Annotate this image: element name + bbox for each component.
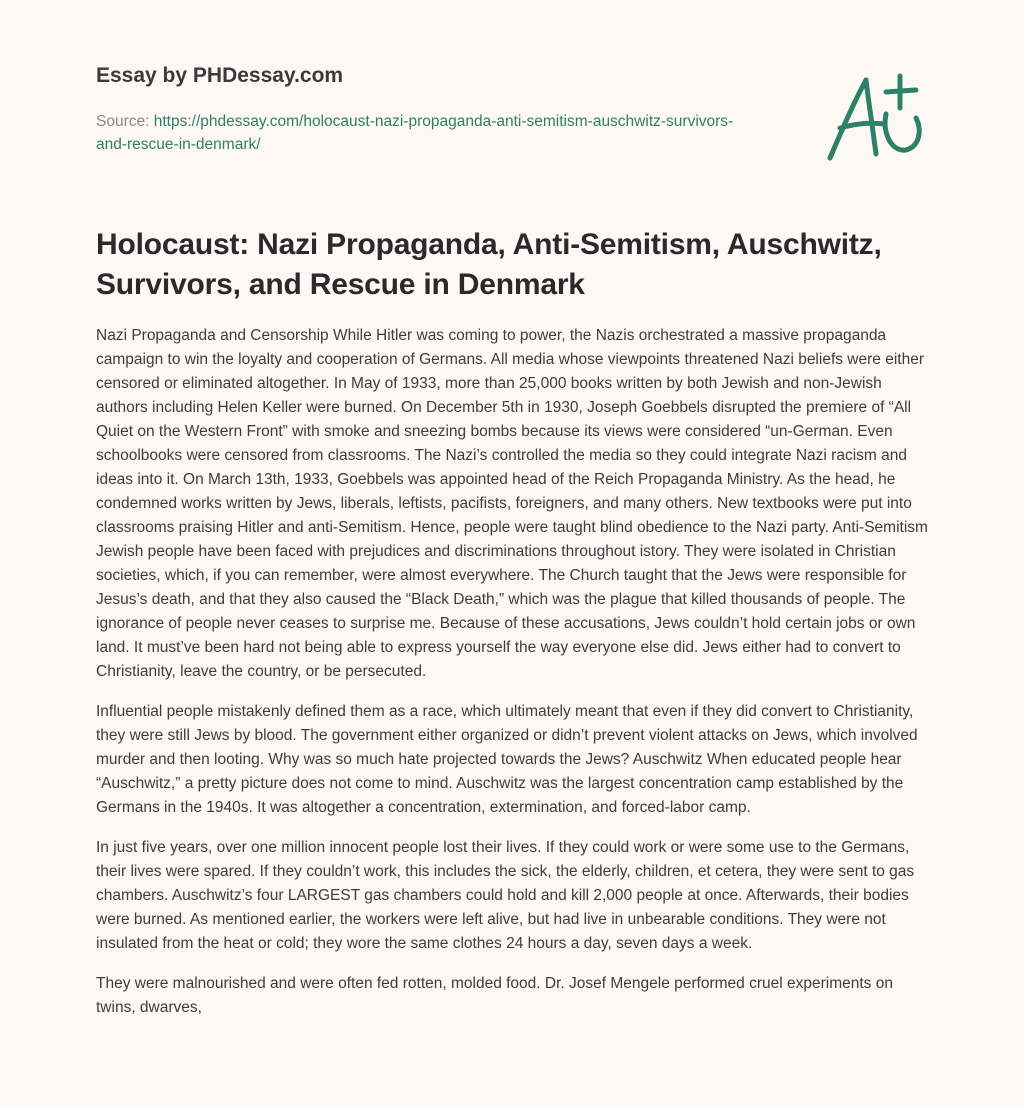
- article-paragraph: Influential people mistakenly defined them as a race, which ultimately meant that even if they did convert to Christianity, they were still Jews by blood. The government either organized or didn’t prevent violent attacks on Jews, which involved murder and then looting. Why was so much hate projected towards the Jews? Auschwitz When educated people hear “Auschwitz,” a pretty picture does not come to mind. Auschwitz was the largest concentration camp established by the Germans in the 1940s. It was altogether a concentration, extermination, and forced-labor camp.: [96, 703, 918, 816]
- site-brand: Essay by PHDessay.com: [96, 64, 344, 87]
- source-link[interactable]: https://phdessay.com/holocaust-nazi-propaganda-anti-semitism-auschwitz-survivors-and-rescue-in-denmark/: [96, 113, 734, 153]
- article-paragraph: Nazi Propaganda and Censorship While Hitler was coming to power, the Nazis orchestrated a massive propaganda campaign to win the loyalty and cooperation of Germans. All media whose viewpoints threatened Nazi beliefs were either censored or eliminated altogether. In May of 1933, more than 25,000 books written by both Jewish and non-Jewish authors including Helen Keller were burned. On December 5th in 1930, Joseph Goebbels disrupted the premiere of “All Quiet on the Western Front” with smoke and sneezing bombs because its views were considered “un-German. Even schoolbooks were censored from classrooms. The Nazi’s controlled the media so they could integrate Nazi racism and ideas into it. On March 13th, 1933, Goebbels was appointed head of the Reich Propaganda Ministry. As the head, he condemned works written by Jews, liberals, leftists, pacifists, foreigners, and many others. New textbooks were put into classrooms praising Hitler and anti-Semitism. Hence, people were taught blind obedience to the Nazi party. Anti-Semitism Jewish people have been faced with prejudices and discriminations throughout istory. They were isolated in Christian societies, which, if you can remember, were almost everywhere. The Church taught that the Jews were responsible for Jesus’s death, and that they also caused the “Black Death,” which was the plague that killed thousands of people. The ignorance of people never ceases to surprise me. Because of these accusations, Jews couldn’t hold certain jobs or own land. It must’ve been hard not being able to express yourself the way everyone else did. Jews either had to convert to Christianity, leave the country, or be persecuted.: [96, 327, 928, 680]
- a-plus-logo-icon: [820, 68, 930, 164]
- article-title: Holocaust: Nazi Propaganda, Anti-Semitism, Auschwitz, Survivors, and Rescue in Denmark: [96, 228, 882, 301]
- article-paragraph: They were malnourished and were often fed rotten, molded food. Dr. Josef Mengele performed cruel experiments on twins, dwarves,: [96, 975, 893, 1016]
- source-line: [96, 110, 736, 156]
- article-body: [96, 324, 934, 1036]
- article-paragraph: In just five years, over one million innocent people lost their lives. If they could work or were some use to the Germans, their lives were spared. If they couldn’t work, this includes the sick, the elderly, children, et cetera, they were sent to gas chambers. Auschwitz’s four LARGEST gas chambers could hold and kill 2,000 people at once. Afterwards, their bodies were burned. As mentioned earlier, the workers were left alive, but had live in unbearable conditions. They were not insulated from the heat or cold; they wore the same clothes 24 hours a day, seven days a week.: [96, 839, 915, 952]
- source-label: Source:: [96, 113, 154, 130]
